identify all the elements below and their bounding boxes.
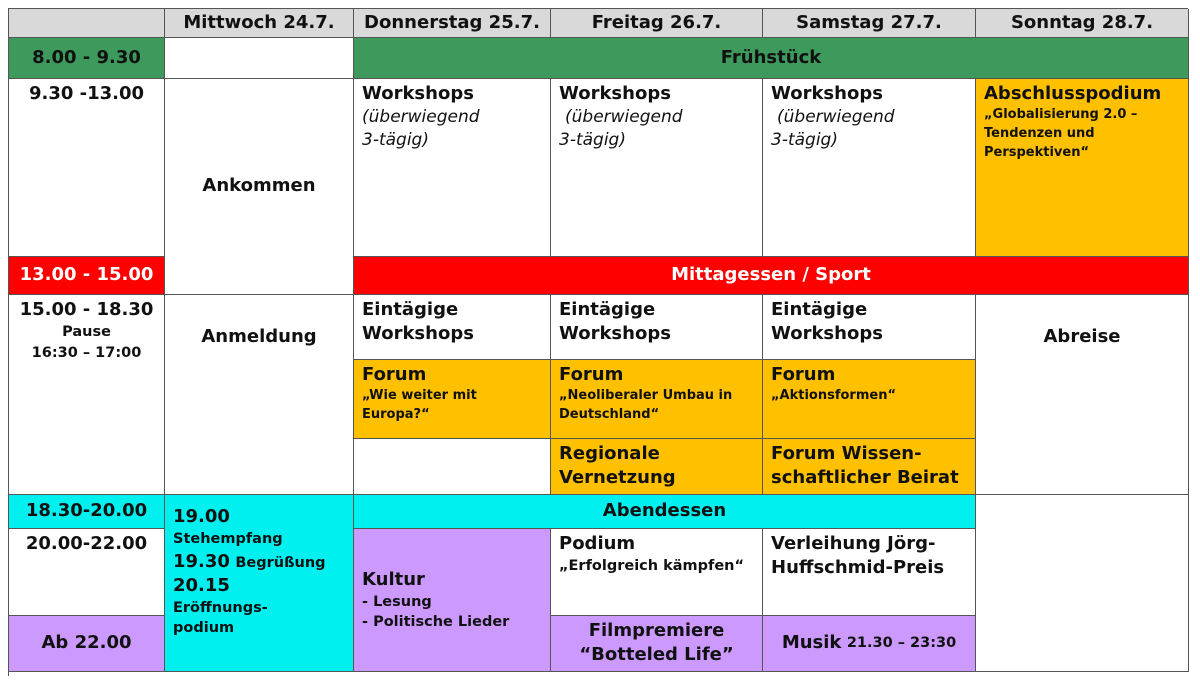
- afternoon-time: 15.00 - 18.30: [19, 299, 154, 320]
- event-workshops-thu: [354, 79, 551, 257]
- event-departure: [976, 295, 1189, 495]
- event-forum-advisory-board: [763, 439, 976, 495]
- workshops-note: (überwiegend: [777, 107, 895, 128]
- event-registration: [165, 295, 354, 495]
- event-workshops-sat: [763, 79, 976, 257]
- oneday-workshops-line: Workshops: [771, 323, 883, 345]
- culture-item: - Lesung: [362, 593, 432, 610]
- event-oneday-workshops-fri: [551, 295, 763, 360]
- forum-title: Forum: [771, 364, 836, 385]
- oneday-workshops-line: Eintägige: [559, 299, 656, 320]
- header-day-wed: Mittwoch 24.7.: [165, 9, 354, 38]
- advisory-line: Forum Wissen-: [771, 443, 922, 464]
- workshops-note: 3-tägig): [362, 130, 429, 151]
- event-arrival-label: Ankommen: [202, 175, 316, 197]
- music-time: 21.30 – 23:30: [846, 635, 957, 652]
- film-line: “Botteled Life”: [579, 644, 734, 666]
- event-forum-fri: [551, 360, 763, 439]
- header-day-thu: Donnerstag 25.7.: [354, 9, 551, 38]
- event-oneday-workshops-sat: [763, 295, 976, 360]
- event-film-premiere: [551, 616, 763, 672]
- event-closing-panel: [976, 79, 1189, 257]
- wed-time-3: 20.15: [173, 574, 230, 596]
- time-slot-dinner: 18.30-20.00: [9, 495, 165, 529]
- workshops-note: 3-tägig): [771, 130, 838, 151]
- wed-label-3: podium: [173, 620, 235, 637]
- event-award: [763, 529, 976, 616]
- time-slot-evening: 20.00-22.00: [9, 529, 165, 616]
- closing-panel-title: Abschlusspodium: [984, 83, 1162, 104]
- event-forum-sat: [763, 360, 976, 439]
- forum-title: Forum: [362, 364, 427, 385]
- wed-label-2: Begrüßung: [235, 554, 326, 571]
- time-slot-afternoon: [9, 295, 165, 495]
- workshops-note: 3-tägig): [559, 130, 626, 151]
- event-forum-thu: [354, 360, 551, 439]
- culture-title: Kultur: [362, 568, 425, 590]
- event-wed-evening: [165, 495, 354, 672]
- registration-label: Anmeldung: [201, 326, 317, 347]
- empty-cell: [976, 495, 1189, 672]
- music-label: Musik: [781, 632, 842, 654]
- empty-cell: [165, 38, 354, 79]
- empty-cell: [354, 439, 551, 495]
- event-regional-networking: [551, 439, 763, 495]
- workshops-note: (überwiegend: [565, 107, 683, 128]
- oneday-workshops-line: Workshops: [362, 323, 474, 345]
- wed-label-1: Stehempfang: [173, 531, 283, 548]
- oneday-workshops-line: Eintägige: [771, 299, 868, 320]
- podium-subtitle: „Erfolgreich kämpfen“: [559, 558, 745, 575]
- time-slot-morning: 9.30 -13.00: [9, 79, 165, 257]
- workshops-title: Workshops: [559, 83, 671, 104]
- event-podium: [551, 529, 763, 616]
- film-line: Filmpremiere: [588, 620, 725, 641]
- header-day-sat: Samstag 27.7.: [763, 9, 976, 38]
- forum-subtitle: „Neoliberaler Umbau in Deutschland“: [559, 388, 733, 423]
- forum-subtitle: „Wie weiter mit Europa?“: [362, 388, 477, 423]
- workshops-title: Workshops: [362, 83, 474, 104]
- schedule-table: [8, 8, 1188, 676]
- workshops-note: (überwiegend: [362, 107, 480, 128]
- header-day-fri: Freitag 26.7.: [551, 9, 763, 38]
- pause-time: 16:30 – 17:00: [31, 344, 142, 361]
- workshops-title: Workshops: [771, 83, 883, 104]
- forum-subtitle: „Aktionsformen“: [771, 388, 897, 404]
- event-culture: [354, 529, 551, 672]
- event-music: [763, 616, 976, 672]
- departure-label: Abreise: [1043, 326, 1121, 347]
- wed-time-1: 19.00: [173, 506, 230, 527]
- culture-item: - Politische Lieder: [362, 614, 510, 631]
- event-oneday-workshops-thu: [354, 295, 551, 360]
- header-corner: [9, 9, 165, 38]
- regional-line: Regionale: [559, 443, 660, 464]
- event-arrival: [165, 79, 354, 295]
- event-dinner: Abendessen: [354, 495, 976, 529]
- event-lunch-sport: Mittagessen / Sport: [354, 257, 1189, 295]
- time-slot-breakfast: 8.00 - 9.30: [9, 38, 165, 79]
- event-breakfast: Frühstück: [354, 38, 1189, 79]
- pause-label: Pause: [62, 324, 111, 341]
- award-label: Verleihung Jörg-Huffschmid-Preis: [771, 533, 945, 579]
- wed-time-2: 19.30: [173, 550, 230, 572]
- closing-panel-subtitle: „Globalisierung 2.0 – Tendenzen und Perspektiven“: [984, 107, 1138, 160]
- forum-title: Forum: [559, 364, 624, 385]
- event-workshops-fri: [551, 79, 763, 257]
- oneday-workshops-line: Eintägige: [362, 299, 459, 320]
- regional-line: Vernetzung: [559, 467, 676, 489]
- oneday-workshops-line: Workshops: [559, 323, 671, 345]
- wed-label-3: Eröffnungs-: [173, 600, 268, 617]
- time-slot-late: Ab 22.00: [9, 616, 165, 672]
- advisory-line: schaftlicher Beirat: [771, 467, 959, 489]
- header-day-sun: Sonntag 28.7.: [976, 9, 1189, 38]
- time-slot-lunch: 13.00 - 15.00: [9, 257, 165, 295]
- podium-title: Podium: [559, 533, 636, 554]
